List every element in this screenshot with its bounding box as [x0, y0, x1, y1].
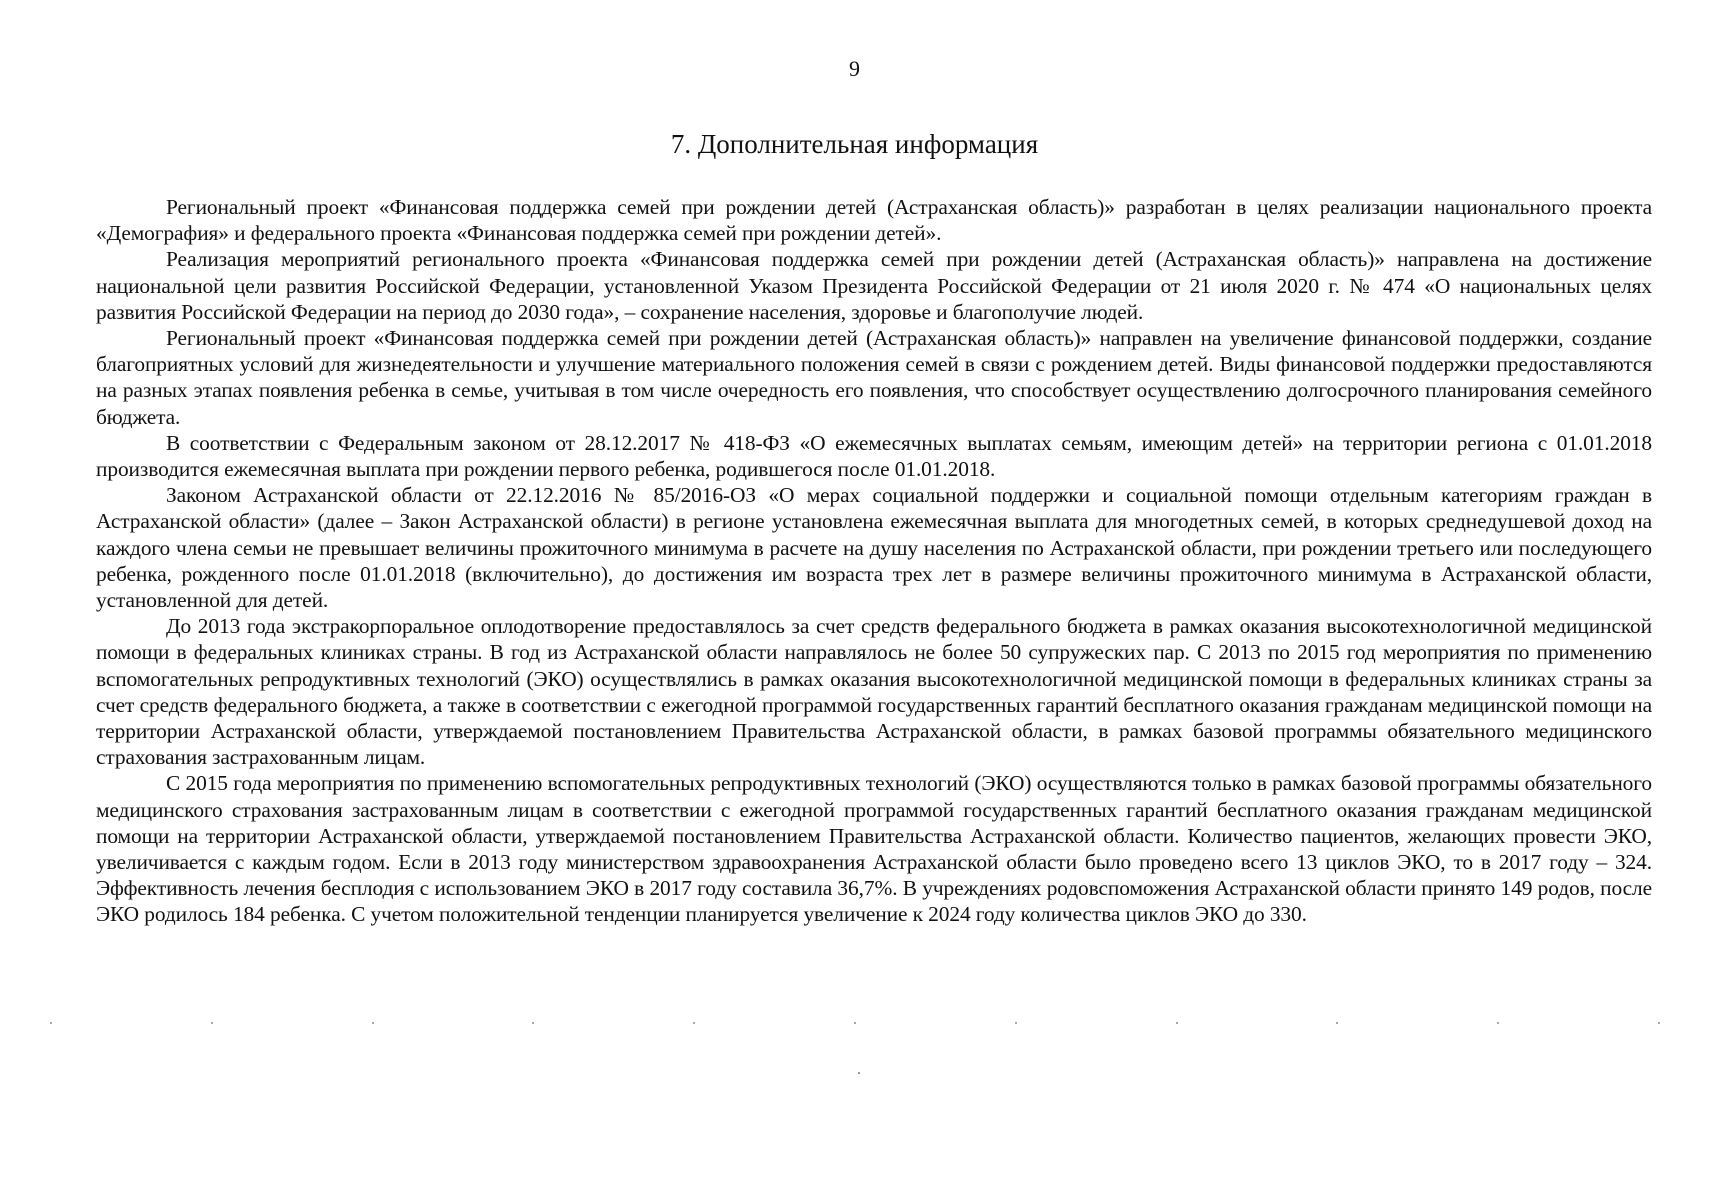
scan-dot [693, 1022, 695, 1024]
paragraph: Реализация мероприятий регионального проекта «Финансовая поддержка семей при рождении детей (Астраханская область)» направлена на достижение национальной цели развития Российской Федерации, установленной Указом Президента Российской Федерации от 21 июля 2020 г. № 474 «О национальных целях развития Российской Федерации на период до 2030 года», – сохранение населения, здоровье и благополучие людей. [96, 247, 1652, 324]
scan-dot [1015, 1022, 1017, 1024]
section-title: 7. Дополнительная информация [670, 129, 1039, 159]
scan-dot [854, 1022, 856, 1024]
paragraph: С 2015 года мероприятия по применению вспомогательных репродуктивных технологий (ЭКО) осуществляются только в рамках базовой программы обязательного медицинского страхования застрахованным лицам в соответствии с ежегодной программой государственных гарантий бесплатного оказания гражданам медицинской помощи на территории Астраханской области, утверждаемой постановлением Правительства Астраханской области. Количество пациентов, желающих провести ЭКО, увеличивается с каждым годом. Если в 2013 году министерством здравоохранения Астраханской области было проведено всего 13 циклов ЭКО, то в 2017 году – 324. Эффективность лечения бесплодия с использованием ЭКО в 2017 году составила 36,7%. В учреждениях родовспоможения Астраханской области принято 149 родов, после ЭКО родилось 184 ребенка. С учетом положительной тенденции планируется увеличение к 2024 году количества циклов ЭКО до 330. [96, 771, 1652, 927]
page-number: 9 [849, 56, 860, 81]
scan-dot [50, 1022, 52, 1024]
scan-dot-row [50, 1020, 1660, 1026]
scan-dot [1336, 1022, 1338, 1024]
scan-dot [211, 1022, 213, 1024]
scan-dot [1497, 1022, 1499, 1024]
paragraph: В соответствии с Федеральным законом от 28.12.2017 № 418-ФЗ «О ежемесячных выплатах семьям, имеющим детей» на территории региона с 01.01.2018 производится ежемесячная выплата при рождении первого ребенка, родившегося после 01.01.2018. [96, 430, 1652, 482]
scan-dot [1658, 1022, 1660, 1024]
body-text [96, 194, 1652, 928]
scan-dot [372, 1022, 374, 1024]
scan-speck [858, 1072, 860, 1074]
scan-dot [1176, 1022, 1178, 1024]
paragraph: До 2013 года экстракорпоральное оплодотворение предоставлялось за счет средств федерального бюджета в рамках оказания высокотехнологичной медицинской помощи в федеральных клиниках страны. В год из Астраханской области направлялось не более 50 супружеских пар. С 2013 по 2015 год мероприятия по применению вспомогательных репродуктивных технологий (ЭКО) осуществлялись в рамках оказания высокотехнологичной медицинской помощи в федеральных клиниках страны за счет средств федерального бюджета, а также в соответствии с ежегодной программой государственных гарантий бесплатного оказания гражданам медицинской помощи на территории Астраханской области, утверждаемой постановлением Правительства Астраханской области, в рамках базовой программы обязательного медицинского страхования застрахованным лицам. [96, 614, 1652, 770]
paragraph: Региональный проект «Финансовая поддержка семей при рождении детей (Астраханская область)» направлен на увеличение финансовой поддержки, создание благоприятных условий для жизнедеятельности и улучшение материального положения семей в связи с рождением детей. Виды финансовой поддержки предоставляются на разных этапах появления ребенка в семье, учитывая в том числе очередность его появления, что способствует осуществлению долгосрочного планирования семейного бюджета. [96, 326, 1652, 429]
scan-dot [532, 1022, 534, 1024]
paragraph: Законом Астраханской области от 22.12.2016 № 85/2016-ОЗ «О мерах социальной поддержки и социальной помощи отдельным категориям граждан в Астраханской области» (далее – Закон Астраханской области) в регионе установлена ежемесячная выплата для многодетных семей, в которых среднедушевой доход на каждого члена семьи не превышает величины прожиточного минимума в расчете на душу населения по Астраханской области, при рождении третьего или последующего ребенка, рожденного после 01.01.2018 (включительно), до достижения им возраста трех лет в размере величины прожиточного минимума в Астраханской области, установленной для детей. [96, 483, 1652, 613]
paragraph: Региональный проект «Финансовая поддержка семей при рождении детей (Астраханская область)» разработан в целях реализации национального проекта «Демография» и федерального проекта «Финансовая поддержка семей при рождении детей». [96, 195, 1652, 246]
